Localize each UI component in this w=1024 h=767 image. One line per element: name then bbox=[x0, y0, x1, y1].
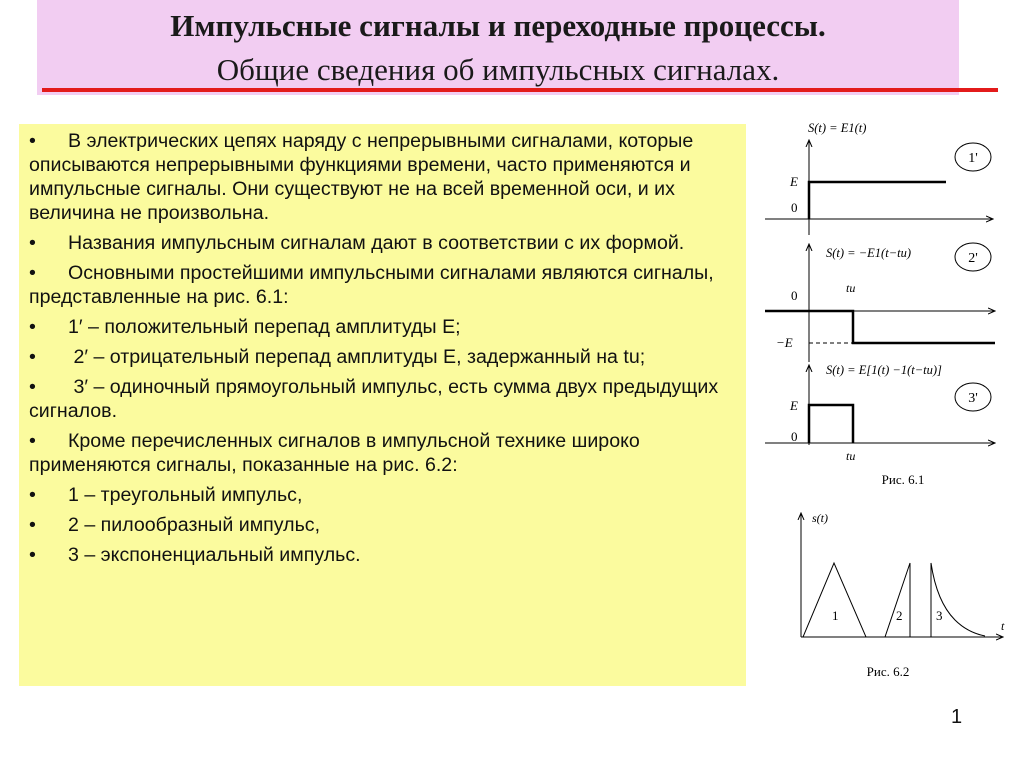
bullet-list bbox=[29, 129, 741, 573]
badge-3: 3' bbox=[968, 391, 978, 406]
pulse-label-3: 3 bbox=[936, 608, 943, 623]
bullet-item: • 3 – экспоненциальный импульс. bbox=[29, 543, 741, 567]
title-box bbox=[37, 0, 959, 95]
fig61-caption: Рис. 6.1 bbox=[881, 472, 925, 487]
badge-2: 2' bbox=[968, 251, 978, 266]
figures bbox=[740, 100, 1010, 690]
fig61-signal1 bbox=[765, 121, 993, 235]
bullet-item: • В электрических цепях наряду с непрерывными сигналами, которые описываются непрерывными функциями времени, часто применяются и импульсные сигналы. Они существуют не на всей временной оси, и их величина не произвольна. bbox=[29, 129, 741, 225]
label-zero: 0 bbox=[791, 200, 798, 215]
bullet-item: • 1 – треугольный импульс, bbox=[29, 483, 741, 507]
label-zero: 0 bbox=[791, 288, 798, 303]
sawtooth-pulse bbox=[885, 563, 910, 637]
pulse-line bbox=[809, 405, 853, 443]
label-zero: 0 bbox=[791, 429, 798, 444]
label-tu: tu bbox=[846, 449, 856, 463]
fig61-signal3 bbox=[765, 363, 995, 463]
page-number: 1 bbox=[951, 706, 963, 728]
slide-title: Импульсные сигналы и переходные процессы. bbox=[170, 8, 826, 43]
bullet-item: • 3′ – одиночный прямоугольный импульс, есть сумма двух предыдущих сигналов. bbox=[29, 375, 741, 423]
text-panel bbox=[19, 124, 746, 686]
bullet-item: • Названия импульсным сигналам дают в соответствии с их формой. bbox=[29, 231, 741, 255]
bullet-item: • 2 – пилообразный импульс, bbox=[29, 513, 741, 537]
bullet-item: • Основными простейшими импульсными сигналами являются сигналы, представленные на рис. 6.1: bbox=[29, 261, 741, 309]
exponential-pulse bbox=[931, 563, 985, 637]
x-axis-label: t bbox=[1001, 619, 1005, 633]
y-axis-label: s(t) bbox=[812, 511, 828, 525]
formula-label: S(t) = E1(t) bbox=[808, 121, 867, 135]
label-E: E bbox=[790, 398, 798, 413]
slide-subtitle: Общие сведения об импульсных сигналах. bbox=[216, 52, 780, 87]
fig61-signal2 bbox=[765, 243, 995, 362]
title-underline bbox=[42, 88, 998, 92]
pulse-label-2: 2 bbox=[896, 608, 903, 623]
bullet-item: • Кроме перечисленных сигналов в импульсной технике широко применяются сигналы, показанные на рис. 6.2: bbox=[29, 429, 741, 477]
step-down-line bbox=[765, 311, 995, 343]
label-tu: tu bbox=[846, 281, 856, 295]
fig62-chart bbox=[801, 511, 1005, 637]
formula-label: S(t) = E[1(t) −1(t−tu)] bbox=[826, 363, 942, 377]
fig62-caption: Рис. 6.2 bbox=[866, 664, 910, 679]
step-up-line bbox=[809, 182, 946, 219]
badge-1: 1' bbox=[968, 151, 978, 166]
bullet-item: • 1′ – положительный перепад амплитуды E; bbox=[29, 315, 741, 339]
formula-label: S(t) = −E1(t−tu) bbox=[826, 246, 912, 260]
label-minus-E: −E bbox=[776, 335, 793, 350]
pulse-label-1: 1 bbox=[832, 608, 839, 623]
bullet-item: • 2′ – отрицательный перепад амплитуды E, задержанный на tu; bbox=[29, 345, 741, 369]
label-E: E bbox=[790, 174, 798, 189]
triangle-pulse bbox=[803, 563, 866, 637]
